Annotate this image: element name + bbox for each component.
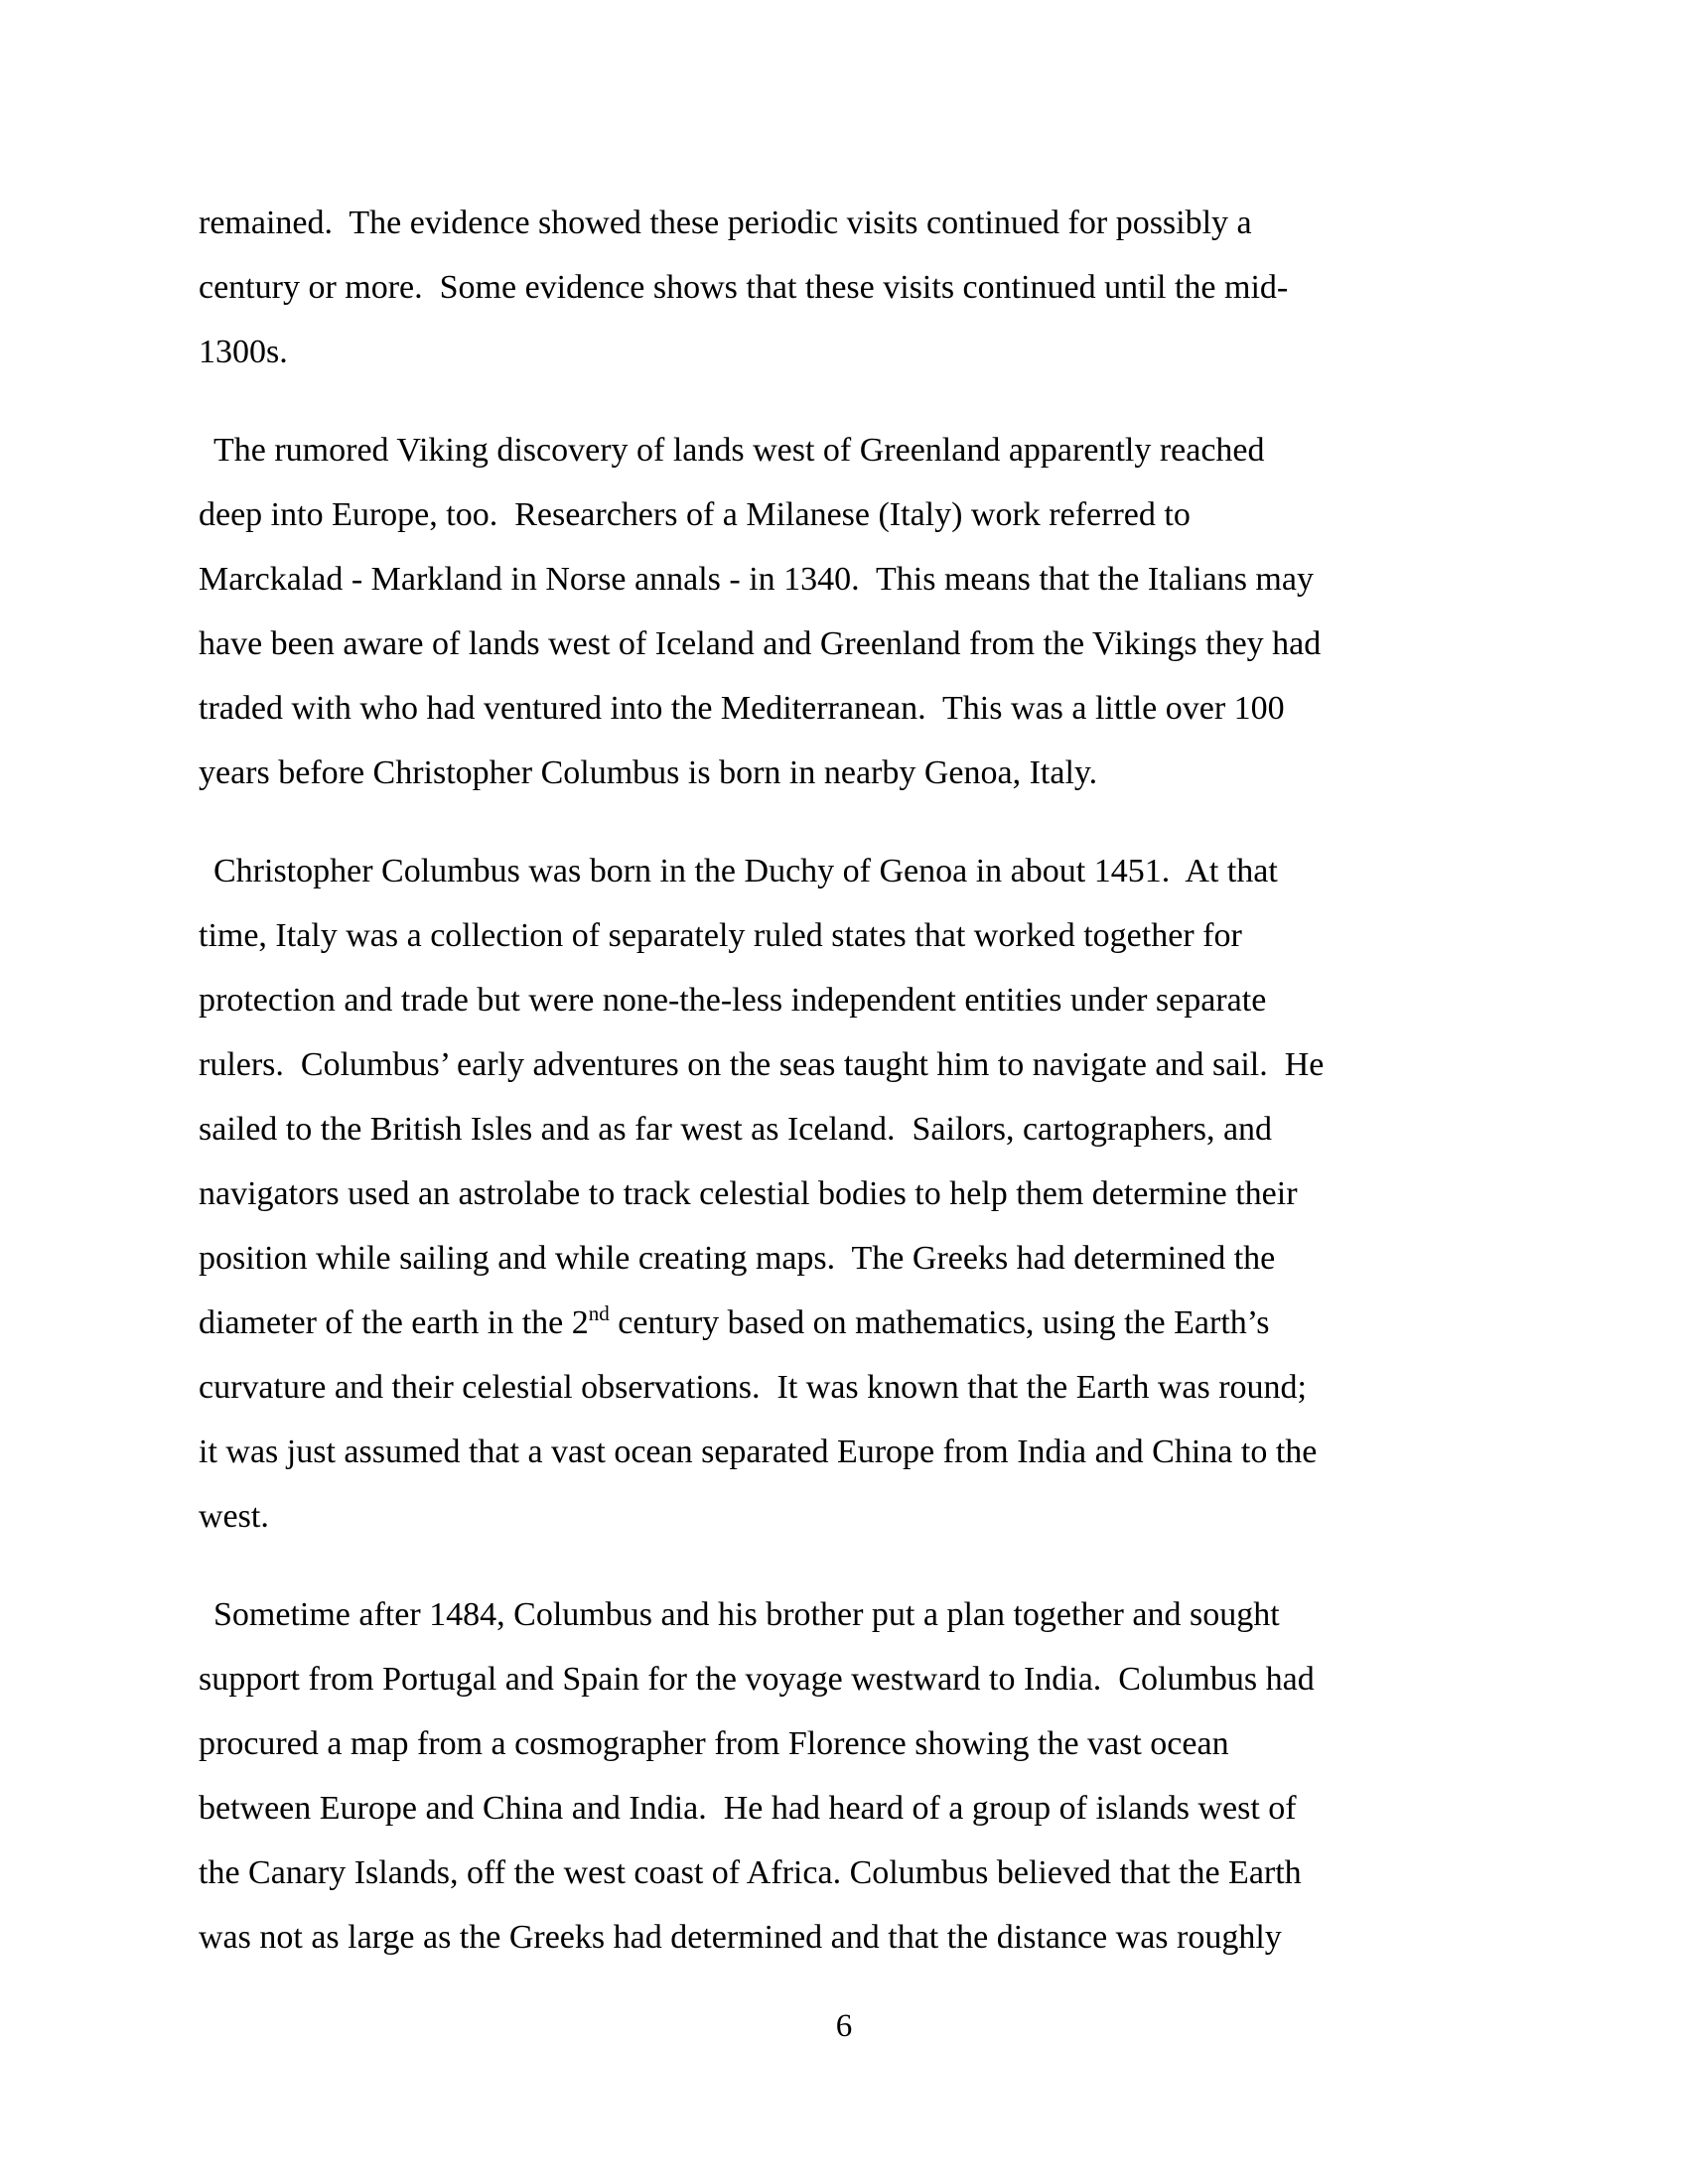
paragraph-1 xyxy=(199,191,1509,384)
text-line: procured a map from a cosmographer from Florence showing the vast ocean xyxy=(199,1725,1229,1762)
paragraph-3 xyxy=(199,839,1509,1549)
text-line: Christopher Columbus was born in the Duchy of Genoa in about 1451. At that xyxy=(213,853,1278,889)
text-line: sailed to the British Isles and as far west as Iceland. Sailors, cartographers, and xyxy=(199,1111,1273,1148)
text-line: 1300s. xyxy=(199,334,288,370)
page-number: 6 xyxy=(835,2008,853,2044)
text-line: deep into Europe, too. Researchers of a Milanese (Italy) work referred to xyxy=(199,496,1191,533)
text-line: traded with who had ventured into the Mediterranean. This was a little over 100 xyxy=(199,690,1285,727)
text-line: remained. The evidence showed these periodic visits continued for possibly a xyxy=(199,205,1252,241)
text-line: support from Portugal and Spain for the voyage westward to India. Columbus had xyxy=(199,1661,1315,1698)
text-line: the Canary Islands, off the west coast of Africa. Columbus believed that the Earth xyxy=(199,1854,1302,1891)
text-segment: diameter of the earth in the 2 xyxy=(199,1304,589,1341)
text-line: protection and trade but were none-the-less independent entities under separate xyxy=(199,982,1267,1019)
text-line: between Europe and China and India. He had heard of a group of islands west of xyxy=(199,1790,1297,1827)
paragraph-4 xyxy=(199,1582,1509,1970)
paragraph-2 xyxy=(199,418,1509,805)
text-line: years before Christopher Columbus is born in nearby Genoa, Italy. xyxy=(199,754,1098,791)
text-line: position while sailing and while creating maps. The Greeks had determined the xyxy=(199,1240,1276,1277)
text-line: navigators used an astrolabe to track celestial bodies to help them determine their xyxy=(199,1175,1298,1212)
text-line: century or more. Some evidence shows that these visits continued until the mid- xyxy=(199,269,1289,306)
text-line: was not as large as the Greeks had determined and that the distance was roughly xyxy=(199,1919,1282,1956)
text-line: west. xyxy=(199,1498,269,1535)
text-line: rulers. Columbus’ early adventures on the seas taught him to navigate and sail. He xyxy=(199,1046,1325,1083)
text-line: have been aware of lands west of Iceland and Greenland from the Vikings they had xyxy=(199,625,1322,662)
text-line: The rumored Viking discovery of lands west of Greenland apparently reached xyxy=(213,432,1265,469)
text-segment: century based on mathematics, using the Earth’s xyxy=(609,1304,1270,1341)
text-line: time, Italy was a collection of separately ruled states that worked together for xyxy=(199,917,1242,954)
text-line: Sometime after 1484, Columbus and his brother put a plan together and sought xyxy=(213,1596,1280,1633)
superscript-ordinal: nd xyxy=(588,1301,610,1325)
document-body xyxy=(199,191,1509,2003)
text-line: it was just assumed that a vast ocean separated Europe from India and China to the xyxy=(199,1433,1318,1470)
text-line-with-superscript xyxy=(199,1291,1509,1355)
text-line: curvature and their celestial observations. It was known that the Earth was round; xyxy=(199,1369,1307,1406)
text-line: Marckalad - Markland in Norse annals - in 1340. This means that the Italians may xyxy=(199,561,1314,598)
